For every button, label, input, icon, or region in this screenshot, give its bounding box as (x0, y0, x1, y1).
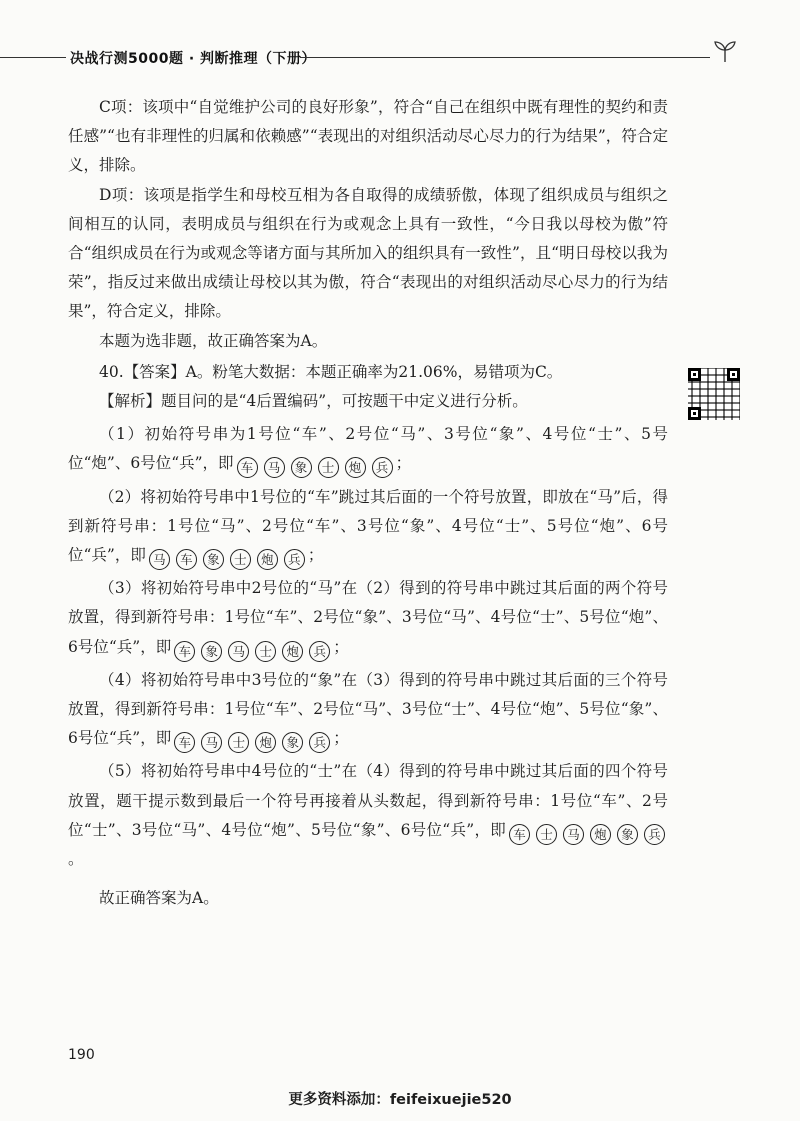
book-title: 决战行测5000题 · 判断推理（下册） (70, 51, 317, 67)
circled-token: 象 (201, 641, 222, 662)
circled-token: 兵 (309, 732, 330, 753)
option-d-explanation: D项：该项是指学生和母校互相为各自取得的成绩骄傲，体现了组织成员与组织之间相互的认同，表明成员与组织在行为或观念上具有一致性，“今日我以母校为傲”符合“组织成员在行为或观念等诸方面与其所加入的组织具有一致性”，且“明日母校以我为荣”，指反过来做出成绩让母校以其为傲，符合“表现出的对组织活动尽心尽力的行为结果”，符合定义，排除。 (68, 185, 668, 321)
circled-token: 士 (255, 641, 276, 662)
running-header (0, 36, 800, 80)
circled-token: 象 (203, 549, 224, 570)
token-sequence (171, 638, 333, 659)
case-end: ； (307, 546, 324, 565)
circled-token: 马 (149, 549, 170, 570)
circled-token: 兵 (284, 549, 305, 570)
case-text: （4）将初始符号串中3号位的“象”在（3）得到的符号串中跳过其后面的三个符号放置，得到新符号串：1号位“车”、2号位“马”、3号位“士”、4号位“炮”、5号位“象”、6号位“兵”，即 (68, 670, 668, 748)
sprout-icon (712, 38, 738, 64)
final-answer: 故正确答案为A。 (99, 889, 219, 908)
token-sequence (171, 729, 333, 751)
circled-token: 马 (201, 732, 222, 753)
header-rule-right (300, 57, 710, 58)
option-c-explanation: C项：该项中“自觉维护公司的良好形象”，符合“自己在组织中既有理性的契约和责任感”“也有非理性的归属和依赖感”“表现出的对组织活动尽心尽力的行为结果”，符合定义，排除。 (68, 98, 668, 175)
circled-token: 车 (176, 549, 197, 570)
case-end: ； (333, 637, 349, 656)
case-4 (68, 666, 668, 754)
circled-token: 兵 (309, 641, 330, 662)
case-2 (68, 483, 668, 571)
circled-token: 兵 (644, 824, 665, 845)
circled-token: 象 (291, 457, 312, 478)
case-text: （2）将初始符号串中1号位的“车”跳过其后面的一个符号放置，即放在“马”后，得到新符号串：1号位“马”、2号位“车”、3号位“象”、4号位“士”、5号位“炮”、6号位“兵”，即 (68, 487, 668, 565)
circled-token: 炮 (282, 641, 303, 662)
case-end: 。 (68, 850, 84, 869)
circled-token: 车 (509, 824, 530, 845)
circled-token: 士 (318, 457, 339, 478)
circled-token: 马 (264, 457, 285, 478)
token-sequence (234, 454, 396, 476)
circled-token: 兵 (372, 457, 393, 478)
case-list (68, 420, 668, 874)
circled-token: 象 (282, 732, 303, 753)
conclusion-39: 本题为选非题，故正确答案为A。 (99, 331, 328, 350)
circled-token: 士 (230, 549, 251, 570)
answer-40: 40.【答案】A。粉笔大数据：本题正确率为21.06%，易错项为C。 (99, 362, 563, 381)
circled-token: 炮 (590, 824, 611, 845)
case-1 (68, 420, 668, 478)
circled-token: 马 (228, 641, 249, 662)
header-rule-left (0, 57, 66, 58)
token-sequence (146, 546, 308, 568)
circled-token: 车 (174, 732, 195, 753)
case-end: ； (395, 454, 412, 473)
case-3 (68, 574, 668, 662)
circled-token: 炮 (345, 457, 366, 478)
case-text: （1）初始符号串为1号位“车”、2号位“马”、3号位“象”、4号位“士”、5号位“炮”、6号位“兵”，即 (68, 425, 668, 473)
case-text: （5）将初始符号串中4号位的“士”在（4）得到的符号串中跳过其后面的四个符号放置，题干提示数到最后一个符号再接着从头数起，得到新符号串：1号位“车”、2号位“士”、3号位“马”、4号位“炮”、5号位“象”、6号位“兵”，即 (68, 762, 668, 839)
token-sequence (506, 821, 668, 842)
circled-token: 车 (174, 641, 195, 662)
circled-token: 士 (536, 824, 557, 845)
case-text: （3）将初始符号串中2号位的“马”在（2）得到的符号串中跳过其后面的两个符号放置，得到新符号串：1号位“车”、2号位“象”、3号位“马”、4号位“士”、5号位“炮”、6号位“兵”，即 (68, 579, 668, 656)
analysis-40: 【解析】题目问的是“4后置编码”，可按题干中定义进行分析。 (99, 392, 528, 411)
page-body (68, 93, 668, 913)
circled-token: 炮 (255, 732, 276, 753)
circled-token: 车 (237, 457, 258, 478)
circled-token: 象 (617, 824, 638, 845)
circled-token: 炮 (257, 549, 278, 570)
circled-token: 马 (563, 824, 584, 845)
case-end: ； (333, 729, 349, 748)
circled-token: 士 (228, 732, 249, 753)
page-number: 190 (68, 1047, 95, 1063)
qr-code (688, 368, 740, 420)
footer-note: 更多资料添加：feifeixuejie520 (288, 1092, 512, 1108)
case-5 (68, 757, 668, 874)
